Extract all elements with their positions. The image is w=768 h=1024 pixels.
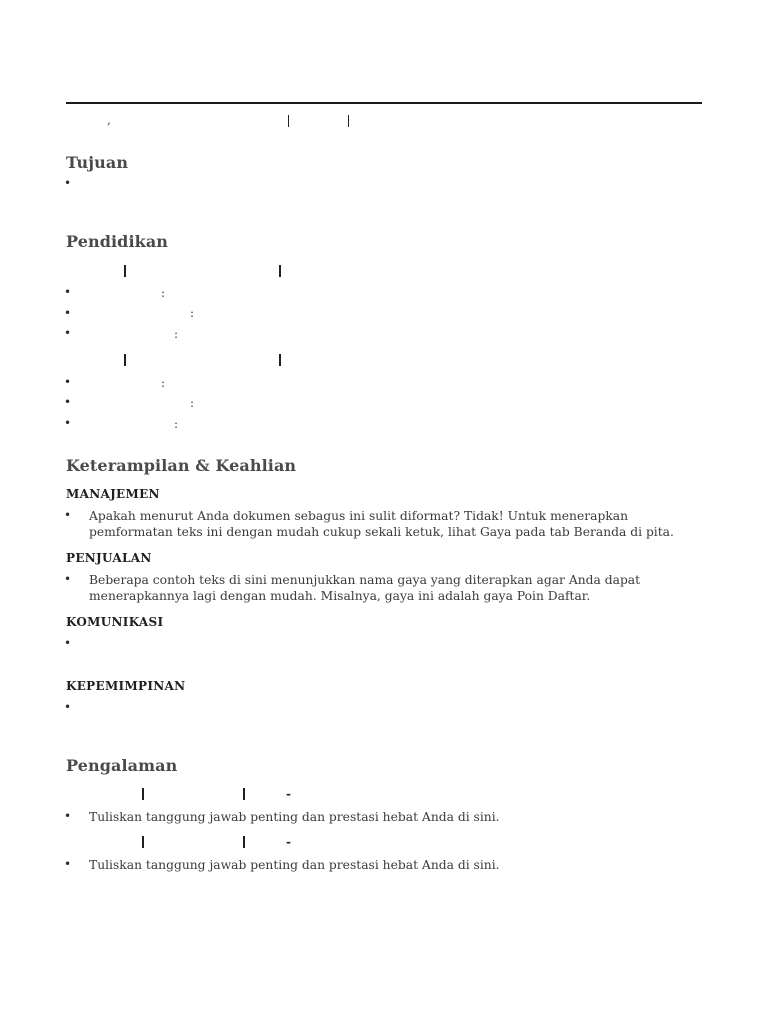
section-heading-skills: Keterampilan & Keahlian	[66, 456, 297, 475]
experience-separator	[142, 788, 144, 800]
education-separator	[279, 354, 281, 366]
skill-title-sales: PENJUALAN	[66, 551, 152, 565]
skill-text-sales: Beberapa contoh teks di sini menunjukkan nama gaya yang diterapkan agar Anda dapat menerapkannya lagi dengan mudah. Misalnya, gaya ini adalah gaya Poin Daftar.	[89, 573, 641, 603]
education-separator	[124, 265, 126, 277]
bullet-icon: •	[64, 395, 72, 409]
bullet-icon: •	[64, 857, 72, 871]
experience-separator	[142, 836, 144, 848]
skill-title-communication: KOMUNIKASI	[66, 615, 164, 629]
education-colon: :	[161, 286, 166, 300]
education-colon: :	[161, 376, 166, 390]
section-heading-objective: Tujuan	[66, 153, 129, 172]
education-separator	[124, 354, 126, 366]
date-range-dash: -	[286, 787, 291, 801]
bullet-icon: •	[64, 176, 72, 190]
skill-text-management: Apakah menurut Anda dokumen sebagus ini sulit diformat? Tidak! Untuk menerapkan pemformatan teks ini dengan mudah cukup sekali ketuk, lihat Gaya pada tab Beranda di pita.	[89, 509, 674, 539]
bullet-icon: •	[64, 700, 72, 714]
header-rule	[66, 102, 702, 104]
bullet-icon: •	[64, 508, 72, 522]
bullet-icon: •	[64, 326, 72, 340]
bullet-icon: •	[64, 636, 72, 650]
education-separator	[279, 265, 281, 277]
bullet-icon: •	[64, 809, 72, 823]
education-colon: :	[190, 396, 195, 410]
experience-separator	[243, 836, 245, 848]
date-range-dash: -	[286, 835, 291, 849]
experience-separator	[243, 788, 245, 800]
skill-title-leadership: KEPEMIMPINAN	[66, 679, 186, 693]
experience-text-2: Tuliskan tanggung jawab penting dan prestasi hebat Anda di sini.	[89, 858, 500, 872]
contact-comma: ,	[107, 113, 111, 127]
bullet-icon: •	[64, 572, 72, 586]
education-colon: :	[190, 306, 195, 320]
bullet-icon: •	[64, 306, 72, 320]
skill-title-management: MANAJEMEN	[66, 487, 160, 501]
bullet-icon: •	[64, 285, 72, 299]
section-heading-education: Pendidikan	[66, 232, 169, 251]
section-heading-experience: Pengalaman	[66, 756, 178, 775]
contact-separator	[348, 115, 349, 127]
education-colon: :	[174, 327, 179, 341]
experience-text-1: Tuliskan tanggung jawab penting dan prestasi hebat Anda di sini.	[89, 810, 500, 824]
education-colon: :	[174, 417, 179, 431]
bullet-icon: •	[64, 416, 72, 430]
contact-separator	[288, 115, 289, 127]
bullet-icon: •	[64, 375, 72, 389]
